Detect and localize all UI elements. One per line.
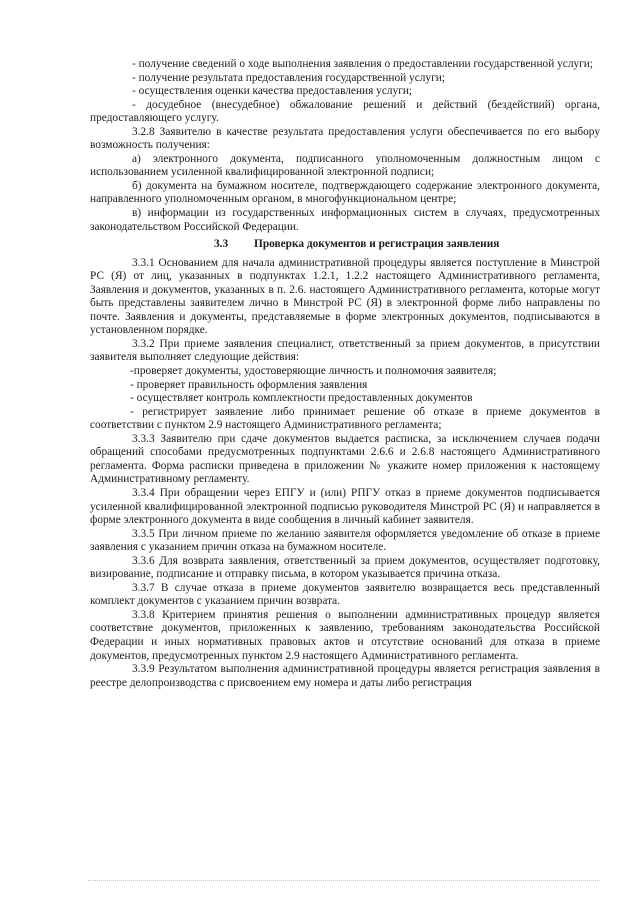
paragraph: 3.3.6 Для возврата заявления, ответственный за прием документов, осуществляет подготовку, визирование, подписание и отправку письма, в котором указывается причина отказа. [90, 554, 600, 581]
list-item: -проверяет документы, удостоверяющие личность и полномочия заявителя; [130, 365, 497, 378]
paragraph: в) информации из государственных информационных систем в случаях, предусмотренных законодательством Российской Федерации. [90, 207, 600, 233]
scan-edge-line [88, 880, 600, 881]
paragraph: - получение результата предоставления государственной услуги; [132, 71, 445, 84]
paragraph: а) электронного документа, подписанного уполномоченным должностным лицом с использованием усиленной квалифицированной электронной подписи; [90, 152, 600, 179]
paragraph: - досудебное (внесудебное) обжалование решений и действий (бездействий) органа, предоставляющего услугу. [90, 98, 600, 125]
document-page [90, 58, 600, 690]
paragraph: 3.3.5 При личном приеме по желанию заявителя оформляется уведомление об отказе в приеме заявления с указанием причин отказа на бумажном носителе. [90, 527, 600, 554]
paragraph: 3.3.7 В случае отказа в приеме документов заявителю возвращается весь представленный комплект документов с указанием причин возврата. [90, 581, 600, 608]
paragraph: 3.3.3 Заявителю при сдаче документов выдается расписка, за исключением случаев подачи обращений способами предусмотренных подпунктами 2.6.6 и 2.6.8 настоящего Административного регламента. Форма расписки приведена в приложении № укажите номер приложения к настоящему Административному регламенту. [90, 432, 600, 486]
section-number: 3.3 [214, 238, 229, 251]
section-title: Проверка документов и регистрация заявления [254, 238, 500, 251]
paragraph: 3.3.1 Основанием для начала административной процедуры является поступление в Минстрой РС (Я) от лиц, указанных в подпунктах 1.2.1, 1.2.2 настоящего Административного регламента, Заявления и документов, указанных в п. 2.6. настоящего Административного регламента, которые могут быть представлены заявителем лично в Минстрой РС (Я) в электронной форме либо направлены по почте. Заявления и документы, представляемые в форме электронных документов, подписываются в установленном порядке. [90, 256, 600, 337]
paragraph: 3.3.2 При приеме заявления специалист, ответственный за прием документов, в присутствии заявителя выполняет следующие действия: [90, 337, 600, 364]
paragraph: 3.3.8 Критерием принятия решения о выполнении административных процедур является соответствие документов, приложенных к заявлению, требованиям законодательства Российской Федерации и иных нормативных правовых актов и отсутствие оснований для отказа в приеме документов, предусмотренных пунктом 2.9 настоящего Административного регламента. [90, 608, 600, 662]
paragraph: 3.3.4 При обращении через ЕПГУ и (или) РПГУ отказ в приеме документов подписывается усиленной квалифицированной электронной подписью руководителя Минстрой РС (Я) и направляется в форме электронного документа в виде сообщения в личный кабинет заявителя. [90, 486, 600, 527]
paragraph: 3.2.8 Заявителю в качестве результата предоставления услуги обеспечивается по его выбору возможность получения: [90, 125, 600, 152]
section-heading [90, 238, 600, 252]
list-item: - осуществляет контроль комплектности предоставленных документов [130, 392, 473, 405]
list-item: - регистрирует заявление либо принимает решение об отказе в приеме документов в соответствии с пунктом 2.9 настоящего Административного регламента; [90, 405, 600, 432]
paragraph: - осуществления оценки качества предоставления услуги; [132, 85, 413, 98]
paragraph: 3.3.9 Результатом выполнения административной процедуры является регистрация заявления в реестре делопроизводства с присвоением ему номера и даты либо регистрация [90, 663, 600, 689]
paragraph: б) документа на бумажном носителе, подтверждающего содержание электронного документа, направленного уполномоченным органом, в многофункциональном центре; [90, 179, 600, 206]
paragraph: - получение сведений о ходе выполнения заявления о предоставлении государственной услуги; [132, 58, 594, 70]
list-item: - проверяет правильность оформления заявления [130, 378, 368, 391]
